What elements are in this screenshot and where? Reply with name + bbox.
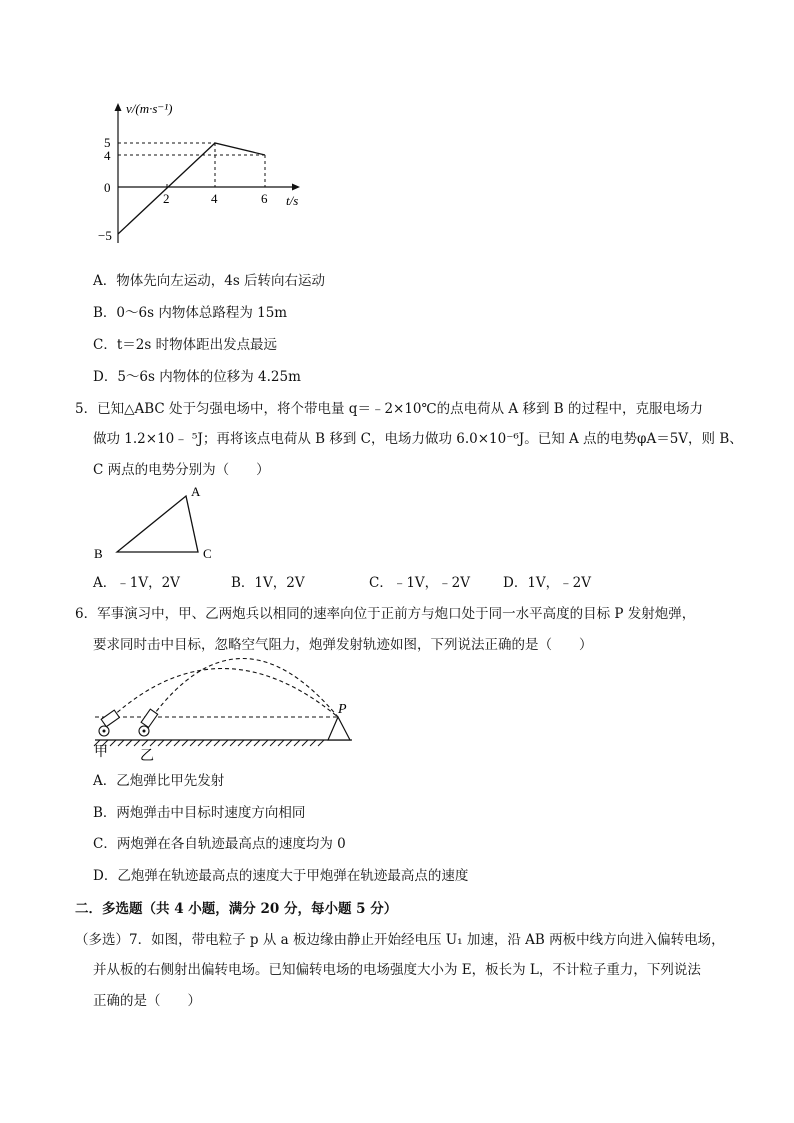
q5-line-3: C 两点的电势分别为（ ） bbox=[93, 462, 270, 478]
velocity-time-graph bbox=[100, 95, 320, 255]
q7-line-2: 并从板的右侧射出偏转电场。已知偏转电场的电场强度大小为 E，板长为 L，不计粒子重力，下列说法 bbox=[93, 962, 701, 978]
cannon-jia bbox=[99, 710, 119, 736]
q5-option-d: D．1V，﹣2V bbox=[503, 575, 592, 591]
ground-hatching bbox=[94, 740, 324, 746]
vertex-label-a: A bbox=[191, 484, 201, 499]
q5-line-2: 做功 1.2×10﹣ ⁵J；再将该点电荷从 B 移到 C，电场力做功 6.0×10⁻⁶J。已知 A 点的电势φA＝5V，则 B、 bbox=[93, 431, 743, 447]
q6-option-a: A．乙炮弹比甲先发射 bbox=[93, 773, 225, 789]
q5-option-b: B．1V，2V bbox=[231, 575, 305, 591]
trajectory-yi bbox=[152, 659, 338, 718]
velocity-line bbox=[118, 143, 265, 234]
cannon-label-jia: 甲 bbox=[94, 745, 108, 760]
tick-label-v5: 5 bbox=[104, 135, 111, 150]
artillery-trajectory-figure bbox=[90, 650, 365, 765]
tick-label-vneg5: −5 bbox=[98, 228, 112, 243]
q5-option-c: C．﹣1V，﹣2V bbox=[369, 575, 471, 591]
triangle-abc bbox=[117, 496, 198, 552]
q4-option-a: A．物体先向左运动，4s 后转向右运动 bbox=[93, 273, 326, 289]
q4-option-c: C．t＝2s 时物体距出发点最远 bbox=[93, 337, 278, 353]
tick-label-t2: 2 bbox=[163, 191, 170, 206]
trajectory-jia bbox=[112, 669, 338, 718]
v-axis-label: v/(m·s⁻¹) bbox=[126, 101, 173, 116]
vertex-label-c: C bbox=[203, 546, 212, 561]
cannon-label-yi: 乙 bbox=[140, 749, 154, 764]
q4-option-d: D．5～6s 内物体的位移为 4.25m bbox=[93, 369, 301, 385]
tick-label-t4: 4 bbox=[211, 191, 218, 206]
q6-line-1: 6．军事演习中，甲、乙两炮兵以相同的速率向位于正前方与炮口处于同一水平高度的目标 P 发射炮弹， bbox=[75, 606, 696, 622]
q5-line-1: 5．已知△ABC 处于匀强电场中，将个带电量 q＝﹣2×10℃的点电荷从 A 移到 B 的过程中，克服电场力 bbox=[75, 401, 703, 417]
tick-label-v0: 0 bbox=[104, 180, 111, 195]
q7-line-1: （多选）7．如图，带电粒子 p 从 a 板边缘由静止开始经电压 U₁ 加速，沿 AB 两板中线方向进入偏转电场， bbox=[75, 932, 725, 948]
q6-option-d: D．乙炮弹在轨迹最高点的速度大于甲炮弹在轨迹最高点的速度 bbox=[93, 868, 469, 884]
target-label-p: P bbox=[338, 702, 347, 717]
tick-label-t6: 6 bbox=[261, 191, 268, 206]
tick-label-v4: 4 bbox=[104, 148, 111, 163]
triangle-abc-figure bbox=[90, 482, 230, 567]
v-axis-arrow bbox=[115, 103, 122, 111]
section-2-heading: 二．多选题（共 4 小题，满分 20 分，每小题 5 分） bbox=[75, 901, 398, 917]
q6-option-c: C．两炮弹在各自轨迹最高点的速度均为 0 bbox=[93, 836, 346, 852]
target-p bbox=[328, 717, 350, 740]
q7-line-3: 正确的是（ ） bbox=[93, 993, 201, 1009]
q4-option-b: B．0～6s 内物体总路程为 15m bbox=[93, 305, 288, 321]
q5-option-a: A．﹣1V，2V bbox=[93, 575, 180, 591]
vertex-label-b: B bbox=[94, 546, 103, 561]
cannon-yi bbox=[139, 709, 158, 736]
q6-option-b: B．两炮弹击中目标时速度方向相同 bbox=[93, 805, 306, 821]
q6-line-2: 要求同时击中目标，忽略空气阻力，炮弹发射轨迹如图，下列说法正确的是（ ） bbox=[93, 637, 593, 653]
t-axis-arrow bbox=[292, 184, 300, 191]
t-axis-label: t/s bbox=[286, 193, 299, 208]
